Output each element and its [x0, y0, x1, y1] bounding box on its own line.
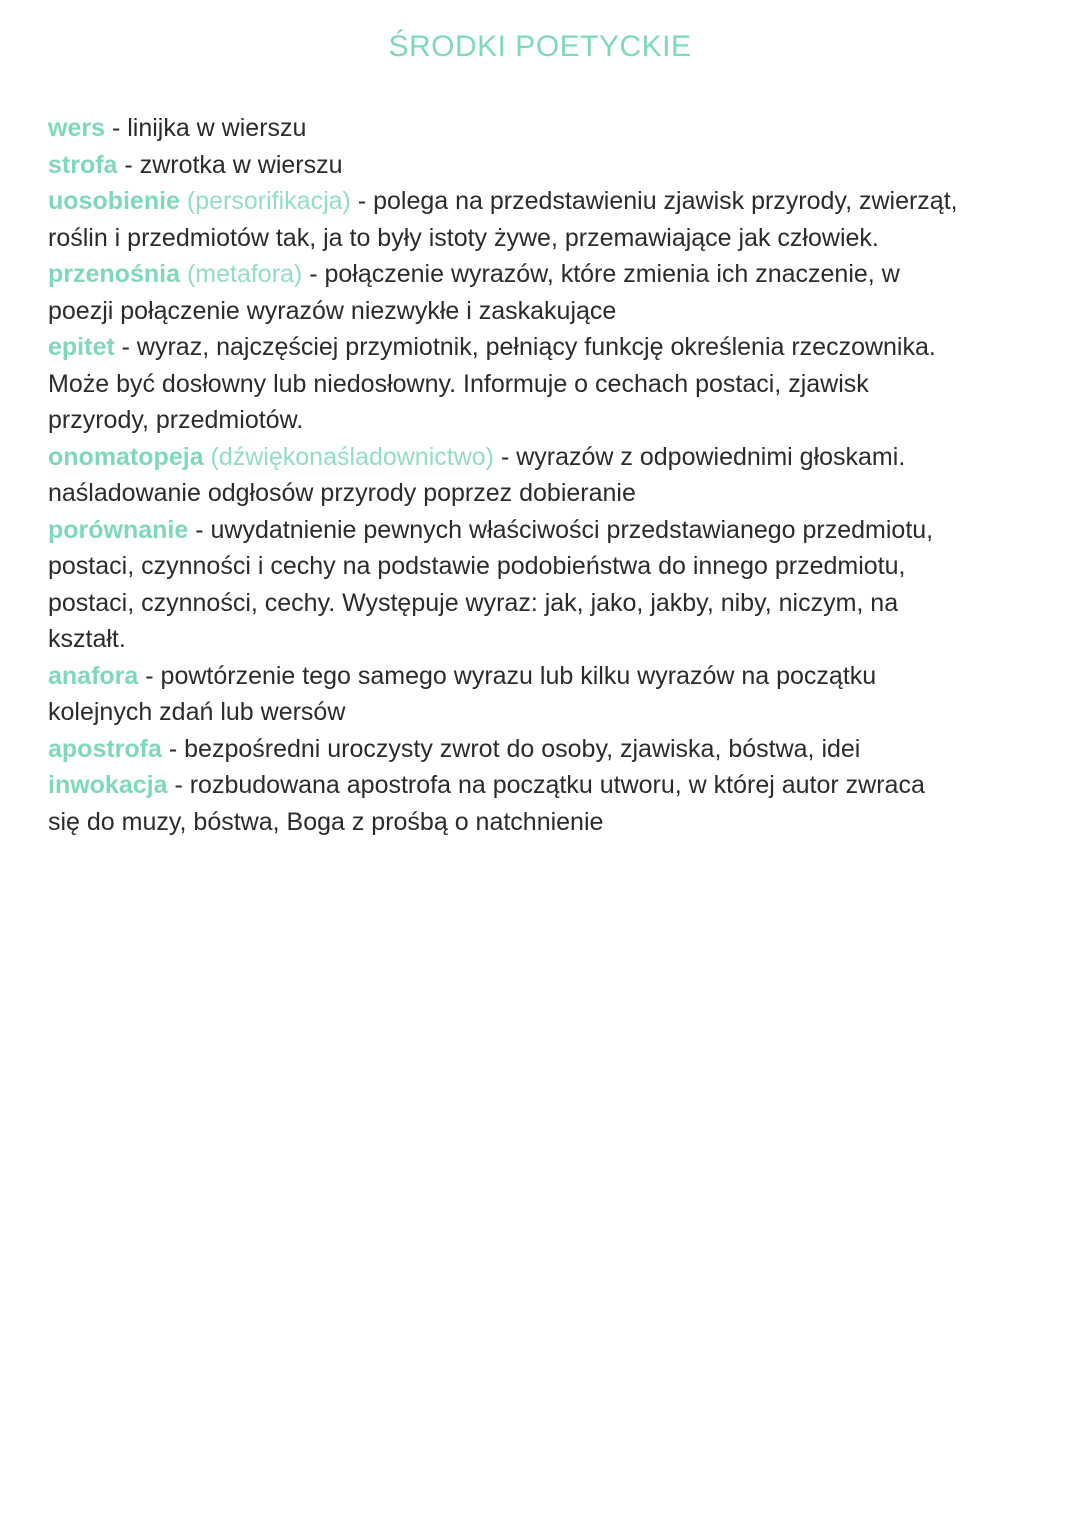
definitions-list	[48, 110, 1038, 840]
page-title: ŚRODKI POETYCKIE	[388, 30, 692, 63]
term: wers	[48, 114, 105, 142]
entry-inwokacja	[48, 767, 1038, 840]
entry-line	[48, 731, 1038, 768]
term: porównanie	[48, 515, 189, 544]
entry-line	[48, 183, 1038, 220]
definition: - połączenie wyrazów, które zmienia ich znaczenie, w	[309, 260, 900, 288]
term-alt: (metafora)	[186, 260, 303, 288]
term: strofa	[48, 150, 118, 179]
entry-line	[48, 329, 1038, 366]
entry-line	[48, 256, 1038, 293]
entry-porownanie	[48, 512, 1038, 658]
definition-continued: kształt.	[48, 625, 126, 653]
entry-uosobienie	[48, 183, 1038, 256]
term-alt: (dźwiękonaśladownictwo)	[210, 442, 494, 471]
definition-continued: poezji połączenie wyrazów niezwykłe i zaskakujące	[48, 296, 617, 325]
term: inwokacja	[48, 771, 168, 799]
entry-onomatopeja	[48, 439, 1038, 512]
definition-continued: postaci, czynności i cechy na podstawie podobieństwa do innego przedmiotu,	[48, 552, 906, 580]
entry-line	[48, 439, 1038, 476]
definition-continued: przyrody, przedmiotów.	[48, 406, 304, 434]
term: onomatopeja	[48, 442, 204, 471]
entry-line	[48, 767, 1038, 804]
term: przenośnia	[48, 260, 180, 288]
entry-przenosnia	[48, 256, 1038, 329]
entry-line	[48, 147, 1038, 184]
entry-wers	[48, 110, 1038, 147]
definition: - polega na przedstawieniu zjawisk przyrody, zwierząt,	[357, 187, 958, 215]
definition-continued: postaci, czynności, cechy. Występuje wyraz: jak, jako, jakby, niby, niczym, na	[48, 588, 899, 617]
entry-apostrofa	[48, 731, 1038, 768]
definition: - linijka w wierszu	[111, 114, 307, 142]
term-alt: (persorifikacja)	[186, 187, 351, 215]
definition: - rozbudowana apostrofa na początku utworu, w której autor zwraca	[174, 771, 925, 799]
entry-line	[48, 110, 1038, 147]
definition: - wyraz, najczęściej przymiotnik, pełniący funkcję określenia rzeczownika.	[121, 333, 936, 361]
entry-line	[48, 512, 1038, 549]
definition-continued: się do muzy, bóstwa, Boga z prośbą o natchnienie	[48, 807, 604, 836]
term: anafora	[48, 661, 139, 690]
entry-line	[48, 658, 1038, 695]
definition: - bezpośredni uroczysty zwrot do osoby, zjawiska, bóstwa, idei	[168, 734, 861, 763]
entry-epitet	[48, 329, 1038, 439]
definition-continued: Może być dosłowny lub niedosłowny. Informuje o cechach postaci, zjawisk	[48, 369, 869, 398]
definition-continued: kolejnych zdań lub wersów	[48, 698, 346, 726]
definition: - zwrotka w wierszu	[124, 150, 343, 179]
definition: - wyrazów z odpowiednimi głoskami.	[500, 442, 906, 471]
term: apostrofa	[48, 734, 162, 763]
definition-continued: roślin i przedmiotów tak, ja to były istoty żywe, przemawiające jak człowiek.	[48, 223, 879, 252]
definition: - uwydatnienie pewnych właściwości przedstawianego przedmiotu,	[195, 515, 934, 544]
term: uosobienie	[48, 187, 180, 215]
entry-anafora	[48, 658, 1038, 731]
entry-strofa	[48, 147, 1038, 184]
definition-continued: naśladowanie odgłosów przyrody poprzez dobieranie	[48, 479, 636, 507]
definition: - powtórzenie tego samego wyrazu lub kilku wyrazów na początku	[145, 661, 877, 690]
term: epitet	[48, 333, 115, 361]
